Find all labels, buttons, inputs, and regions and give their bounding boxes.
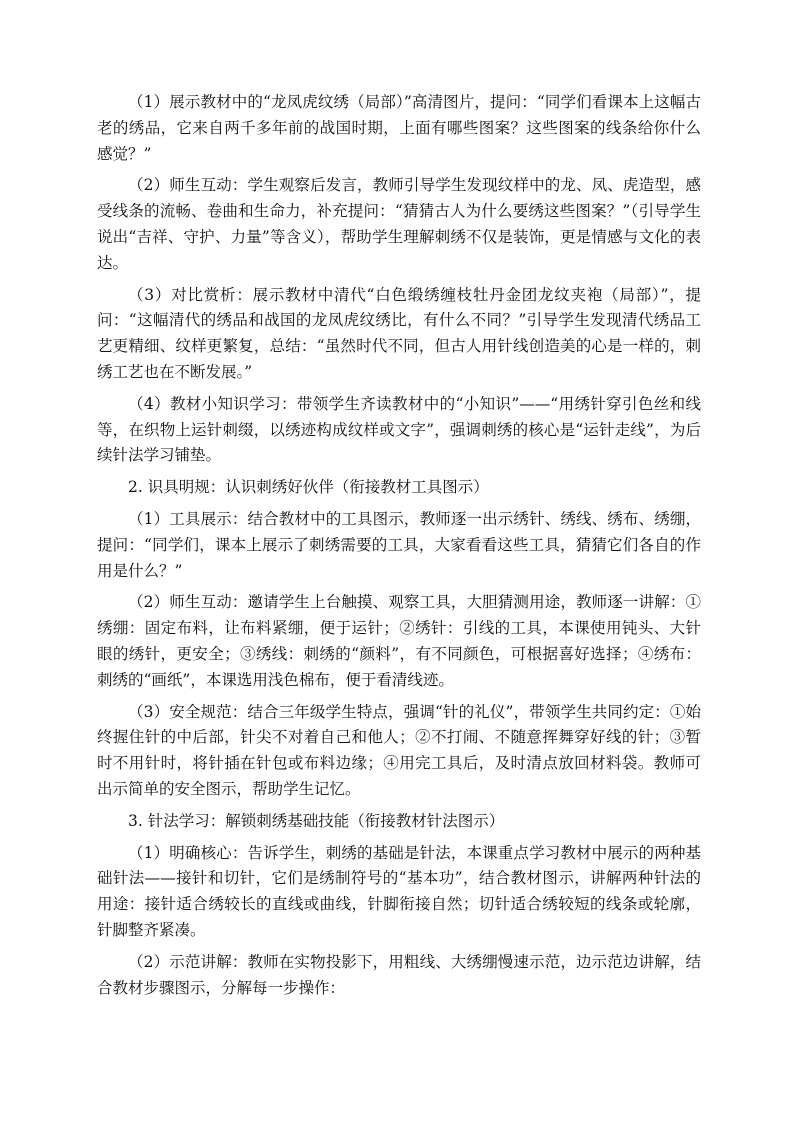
paragraph: （1）明确核心：告诉学生，刺绣的基础是针法，本课重点学习教材中展示的两种基础针法——接针和切针，它们是绣制符号的“基本功”，结合教材图示，讲解两种针法的用途：接针适合绣较长的直线或曲线，针脚衔接自然；切针适合绣较短的线条或轮廓，针脚整齐紧凑。	[97, 843, 701, 939]
paragraph: （2）师生互动：邀请学生上台触摸、观察工具，大胆猜测用途，教师逐一讲解：①绣绷：固定布料，让布料紧绷，便于运针；②绣针：引线的工具，本课使用钝头、大针眼的绣针，更安全；③绣线：刺绣的“颜料”，有不同颜色，可根据喜好选择；④绣布：刺绣的“画纸”，本课选用浅色棉布，便于看清线迹。	[97, 593, 701, 689]
section-heading: 3. 针法学习：解锁刺绣基础技能（衔接教材针法图示）	[128, 811, 505, 830]
paragraph: （1）展示教材中的“龙凤虎纹绣（局部）”高清图片，提问：“同学们看课本上这幅古老的绣品，它来自两千多年前的战国时期，上面有哪些图案？这些图案的线条给你什么感觉？”	[97, 93, 701, 163]
paragraph: （1）工具展示：结合教材中的工具图示，教师逐一出示绣针、绣线、绣布、绣绷，提问：“同学们，课本上展示了刺绣需要的工具，大家看看这些工具，猜猜它们各自的作用是什么？”	[97, 509, 701, 580]
paragraph: （4）教材小知识学习：带领学生齐读教材中的“小知识”——“用绣针穿引色丝和线等，在织物上运针刺缀，以绣迹构成纹样或文字”，强调刺绣的核心是“运针走线”，为后续针法学习铺垫。	[97, 394, 701, 465]
section-heading: 2. 识具明规：认识刺绣好伙伴（衔接教材工具图示）	[128, 478, 489, 497]
paragraph: （3）对比赏析：展示教材中清代“白色缎绣缠枝牡丹金团龙纹夹袍（局部）”，提问：“这幅清代的绣品和战国的龙凤虎纹绣比，有什么不同？”引导学生发现清代绣品工艺更精细、纹样更繁复，总结：“虽然时代不同，但古人用针线创造美的心是一样的，刺绣工艺也在不断发展。”	[97, 285, 701, 381]
paragraph: （3）安全规范：结合三年级学生特点，强调“针的礼仪”，带领学生共同约定：①始终握住针的中后部，针尖不对着自己和他人；②不打闹、不随意挥舞穿好线的针；③暂时不用针时，将针插在针包或布料边缘；④用完工具后，及时清点放回材料袋。教师可出示简单的安全图示，帮助学生记忆。	[97, 702, 701, 798]
document-page	[97, 90, 701, 1007]
paragraph: （2）师生互动：学生观察后发言，教师引导学生发现纹样中的龙、凤、虎造型，感受线条的流畅、卷曲和生命力，补充提问：“猜猜古人为什么要绣这些图案？”（引导学生说出“吉祥、守护、力量”等含义），帮助学生理解刺绣不仅是装饰，更是情感与文化的表达。	[97, 176, 701, 272]
paragraph: （2）示范讲解：教师在实物投影下，用粗线、大绣绷慢速示范，边示范边讲解，结合教材步骤图示，分解每一步操作：	[97, 952, 701, 997]
